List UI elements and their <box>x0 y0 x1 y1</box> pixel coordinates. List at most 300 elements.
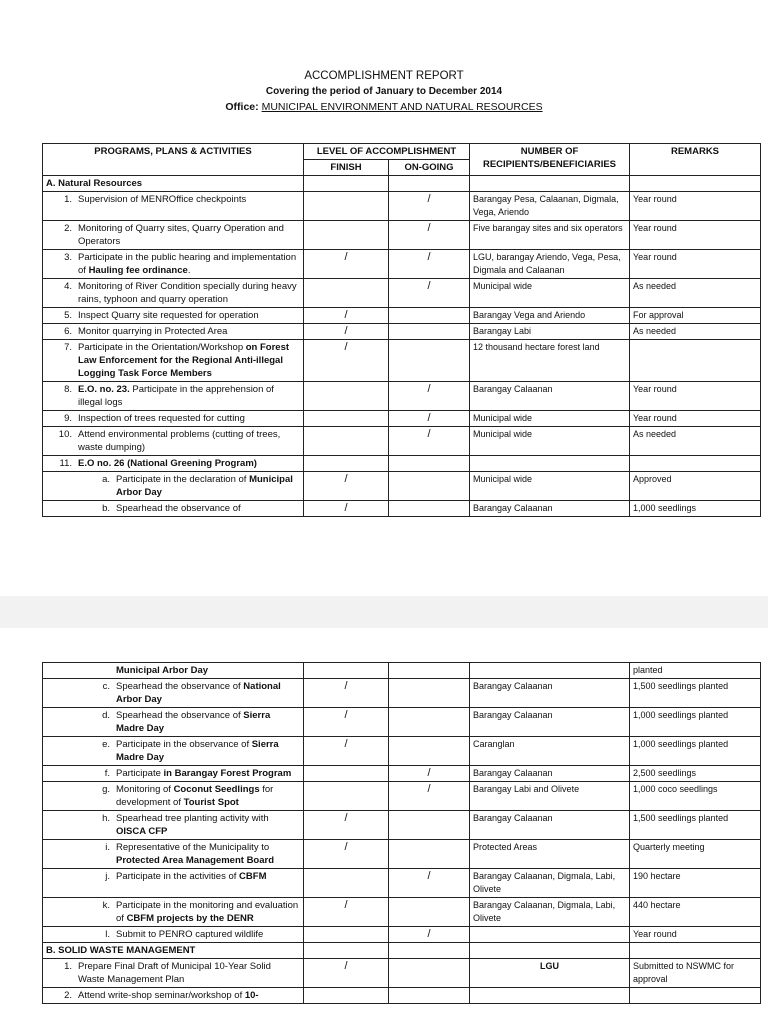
activity-text-plain: Inspection of trees requested for cutting <box>78 413 245 424</box>
activity-item <box>46 428 300 454</box>
activity-item <box>46 899 300 925</box>
activity-text-plain: Supervision of MENROffice checkpoints <box>78 194 247 205</box>
activity-cell <box>43 840 304 869</box>
finish-mark <box>304 782 389 811</box>
item-number: 8. <box>64 384 72 395</box>
recipients-cell <box>470 927 630 943</box>
table-row <box>43 501 761 517</box>
recipients-cell: Barangay Calaanan, Digmala, Labi, Olivete <box>470 898 630 927</box>
ongoing-mark <box>389 708 470 737</box>
recipients-cell: Barangay Calaanan <box>470 382 630 411</box>
activity-text <box>78 193 300 206</box>
finish-mark <box>304 382 389 411</box>
finish-mark: / <box>304 472 389 501</box>
recipients-cell: Barangay Labi and Olivete <box>470 782 630 811</box>
remarks-cell: Year round <box>630 411 761 427</box>
activity-text-plain: Spearhead the observance of <box>116 681 244 692</box>
ongoing-mark <box>389 737 470 766</box>
table-row <box>43 382 761 411</box>
table-row <box>43 840 761 869</box>
col-header-level: LEVEL OF ACCOMPLISHMENT <box>304 144 470 160</box>
col-header-programs: PROGRAMS, PLANS & ACTIVITIES <box>43 144 304 176</box>
activity-item <box>46 473 300 499</box>
table-row <box>43 411 761 427</box>
ongoing-mark: / <box>389 382 470 411</box>
finish-mark <box>304 411 389 427</box>
recipients-cell: LGU <box>470 959 630 988</box>
item-number: 11. <box>59 458 72 469</box>
activity-text-bold: E.O. no. 23. <box>78 384 130 395</box>
ongoing-mark: / <box>389 766 470 782</box>
finish-mark <box>304 192 389 221</box>
item-number: j. <box>105 871 110 882</box>
recipients-cell: Barangay Vega and Ariendo <box>470 308 630 324</box>
item-number: 1. <box>64 194 72 205</box>
empty-cell <box>630 456 761 472</box>
col-header-remarks: REMARKS <box>630 144 761 176</box>
activity-cell <box>43 192 304 221</box>
activity-cell <box>43 340 304 382</box>
activity-text-bold: National Arbor Day <box>116 681 281 705</box>
activity-item <box>46 738 300 764</box>
remarks-cell: 1,500 seedlings planted <box>630 811 761 840</box>
finish-mark: / <box>304 308 389 324</box>
recipients-cell: Barangay Pesa, Calaanan, Digmala, Vega, Ariendo <box>470 192 630 221</box>
ongoing-mark: / <box>389 221 470 250</box>
activity-cell <box>43 501 304 517</box>
empty-cell <box>470 456 630 472</box>
recipients-cell: LGU, barangay Ariendo, Vega, Pesa, Digmala and Calaanan <box>470 250 630 279</box>
activity-item <box>46 251 300 277</box>
accomplishment-table-page-2 <box>42 662 761 1004</box>
recipients-cell <box>470 988 630 1004</box>
ongoing-mark <box>389 898 470 927</box>
empty-cell <box>304 943 389 959</box>
col-header-finish: FINISH <box>304 160 389 176</box>
activity-cell <box>43 782 304 811</box>
col-header-recipients: NUMBER OF RECIPIENTS/BENEFICIARIES <box>470 144 630 176</box>
activity-item <box>46 783 300 809</box>
activity-text <box>116 767 300 780</box>
remarks-cell: 190 hectare <box>630 869 761 898</box>
remarks-cell: Year round <box>630 221 761 250</box>
activity-text-after: for development of <box>116 784 274 808</box>
report-page-2 <box>0 628 768 1024</box>
table-row <box>43 663 761 679</box>
item-number: 3. <box>64 252 72 263</box>
finish-mark: / <box>304 340 389 382</box>
activity-text-bold: Sierra Madre Day <box>116 710 271 734</box>
remarks-cell: As needed <box>630 427 761 456</box>
finish-mark: / <box>304 840 389 869</box>
activity-cell <box>43 811 304 840</box>
finish-mark: / <box>304 324 389 340</box>
activity-text <box>116 899 300 925</box>
table-row <box>43 279 761 308</box>
activity-text <box>78 960 300 986</box>
accomplishment-table-page-1 <box>42 143 761 517</box>
ongoing-mark: / <box>389 869 470 898</box>
recipients-cell: Municipal wide <box>470 427 630 456</box>
empty-cell <box>470 943 630 959</box>
activity-text-plain: Participate in the public hearing and implementation of <box>78 252 297 276</box>
item-number: 6. <box>64 326 72 337</box>
table-row <box>43 869 761 898</box>
activity-text-bold: Coconut Seedlings <box>173 784 260 795</box>
activity-text <box>78 412 300 425</box>
activity-text <box>116 473 300 499</box>
activity-item <box>46 680 300 706</box>
activity-text-plain: Representative of the Municipality to <box>116 842 270 853</box>
finish-mark <box>304 221 389 250</box>
activity-text-after: . <box>187 265 191 276</box>
activity-text-bold: Municipal Arbor Day <box>116 474 293 498</box>
item-number <box>46 664 116 677</box>
activity-cell <box>43 456 304 472</box>
activity-cell <box>43 221 304 250</box>
finish-mark <box>304 663 389 679</box>
item-number: 10. <box>58 429 72 440</box>
ongoing-mark <box>389 340 470 382</box>
activity-cell <box>43 411 304 427</box>
finish-mark <box>304 427 389 456</box>
activity-text-bold: Municipal Arbor Day <box>116 665 209 676</box>
finish-mark <box>304 869 389 898</box>
recipients-cell: Barangay Labi <box>470 324 630 340</box>
activity-text-bold: CBFM <box>239 871 267 882</box>
recipients-cell: Barangay Calaanan <box>470 766 630 782</box>
activity-text-plain: Prepare Final Draft of Municipal 10-Year Solid Waste Management Plan <box>78 961 271 985</box>
activity-text-plain: Participate in the monitoring and evaluation of <box>116 900 299 924</box>
item-number: b. <box>102 503 110 514</box>
ongoing-mark <box>389 308 470 324</box>
activity-item <box>46 664 300 677</box>
item-number: 1. <box>64 961 72 972</box>
activity-text <box>116 841 300 867</box>
activity-cell <box>43 708 304 737</box>
ongoing-mark <box>389 840 470 869</box>
activity-text <box>78 251 300 277</box>
table-row <box>43 959 761 988</box>
table-row <box>43 811 761 840</box>
activity-item <box>46 928 300 941</box>
item-number: 2. <box>64 990 72 1001</box>
activity-cell <box>43 959 304 988</box>
empty-cell <box>389 176 470 192</box>
activity-item <box>46 309 300 322</box>
activity-cell <box>43 382 304 411</box>
empty-cell <box>304 176 389 192</box>
item-number: k. <box>102 900 110 911</box>
finish-mark <box>304 279 389 308</box>
table-row <box>43 221 761 250</box>
activity-item <box>46 341 300 380</box>
table-row <box>43 472 761 501</box>
finish-mark: / <box>304 679 389 708</box>
table-row <box>43 927 761 943</box>
activity-item <box>46 709 300 735</box>
remarks-cell: Year round <box>630 382 761 411</box>
activity-text-bold: in Barangay Forest Program <box>163 768 292 779</box>
activity-cell <box>43 427 304 456</box>
activity-text-plain: Inspect Quarry site requested for operation <box>78 310 259 321</box>
activity-text <box>116 664 300 677</box>
activity-cell <box>43 308 304 324</box>
finish-mark <box>304 766 389 782</box>
activity-item <box>46 325 300 338</box>
activity-text-bold: CBFM projects by the DENR <box>126 913 254 924</box>
activity-cell <box>43 766 304 782</box>
activity-cell <box>43 324 304 340</box>
section-heading: A. Natural Resources <box>43 176 304 192</box>
table-row <box>43 427 761 456</box>
activity-item <box>46 812 300 838</box>
remarks-cell <box>630 340 761 382</box>
remarks-cell: Quarterly meeting <box>630 840 761 869</box>
activity-text-plain: Spearhead the observance of <box>116 503 241 514</box>
ongoing-mark: / <box>389 411 470 427</box>
remarks-cell: 2,500 seedlings <box>630 766 761 782</box>
activity-cell <box>43 737 304 766</box>
table-row <box>43 943 761 959</box>
activity-item <box>46 502 300 515</box>
table-row <box>43 782 761 811</box>
finish-mark: / <box>304 811 389 840</box>
table-row <box>43 679 761 708</box>
remarks-cell: Year round <box>630 250 761 279</box>
finish-mark: / <box>304 959 389 988</box>
activity-text-bold: 10- <box>244 990 259 1001</box>
item-number: l. <box>105 929 110 940</box>
recipients-cell: Barangay Calaanan <box>470 708 630 737</box>
finish-mark: / <box>304 501 389 517</box>
activity-text <box>116 738 300 764</box>
finish-mark: / <box>304 250 389 279</box>
remarks-cell <box>630 988 761 1004</box>
activity-text <box>78 457 300 470</box>
activity-cell <box>43 988 304 1004</box>
activity-text-plain: E.O no. 26 (National Greening Program) <box>78 458 257 469</box>
activity-cell <box>43 679 304 708</box>
activity-text-plain: Monitoring of River Condition specially during heavy rains, typhoon and quarry operation <box>78 281 297 305</box>
empty-cell <box>389 943 470 959</box>
activity-text-plain: Participate in the declaration of <box>116 474 250 485</box>
recipients-cell: Municipal wide <box>470 279 630 308</box>
ongoing-mark <box>389 988 470 1004</box>
item-number: c. <box>102 681 110 692</box>
activity-item <box>46 457 300 470</box>
table-row <box>43 898 761 927</box>
empty-cell <box>630 943 761 959</box>
activity-text <box>78 309 300 322</box>
table-row <box>43 192 761 221</box>
ongoing-mark: / <box>389 782 470 811</box>
ongoing-mark <box>389 472 470 501</box>
remarks-cell: 1,500 seedlings planted <box>630 679 761 708</box>
table-row <box>43 176 761 192</box>
remarks-cell: As needed <box>630 324 761 340</box>
remarks-cell: For approval <box>630 308 761 324</box>
empty-cell <box>630 176 761 192</box>
activity-text-plain: Participate <box>116 768 164 779</box>
item-number: g. <box>102 784 110 795</box>
office-label: Office: <box>225 101 259 113</box>
activity-text-plain: Attend environmental problems (cutting of trees, waste dumping) <box>78 429 281 453</box>
ongoing-mark: / <box>389 927 470 943</box>
remarks-cell: 1,000 seedlings planted <box>630 737 761 766</box>
empty-cell <box>389 456 470 472</box>
activity-cell <box>43 927 304 943</box>
item-number: 4. <box>64 281 72 292</box>
activity-item <box>46 989 300 1002</box>
remarks-cell: Submitted to NSWMC for approval <box>630 959 761 988</box>
activity-text <box>116 812 300 838</box>
recipients-cell: Protected Areas <box>470 840 630 869</box>
recipients-cell: Barangay Calaanan <box>470 679 630 708</box>
table-row <box>43 988 761 1004</box>
ongoing-mark: / <box>389 427 470 456</box>
office-name: MUNICIPAL ENVIRONMENT AND NATURAL RESOURCES <box>261 101 543 113</box>
remarks-cell: planted <box>630 663 761 679</box>
remarks-cell: 1,000 seedlings planted <box>630 708 761 737</box>
table-row <box>43 324 761 340</box>
col-header-ongoing: ON-GOING <box>389 160 470 176</box>
activity-text <box>116 502 300 515</box>
activity-item <box>46 841 300 867</box>
activity-text-plain: Submit to PENRO captured wildlife <box>116 929 264 940</box>
ongoing-mark <box>389 663 470 679</box>
finish-mark: / <box>304 898 389 927</box>
activity-text-bold-2: Tourist Spot <box>183 797 239 808</box>
activity-text-bold: Sierra Madre Day <box>116 739 279 763</box>
report-period: Covering the period of January to December 2014 <box>265 86 503 97</box>
activity-cell <box>43 472 304 501</box>
activity-cell <box>43 869 304 898</box>
item-number: 9. <box>64 413 72 424</box>
section-heading: B. SOLID WASTE MANAGEMENT <box>43 943 304 959</box>
table-row <box>43 340 761 382</box>
item-number: f. <box>104 768 110 779</box>
activity-cell <box>43 663 304 679</box>
activity-text-plain: Spearhead tree planting activity with <box>116 813 269 824</box>
recipients-cell: Municipal wide <box>470 472 630 501</box>
remarks-cell: 440 hectare <box>630 898 761 927</box>
activity-text <box>116 928 300 941</box>
ongoing-mark <box>389 324 470 340</box>
activity-item <box>46 960 300 986</box>
remarks-cell: As needed <box>630 279 761 308</box>
ongoing-mark <box>389 811 470 840</box>
activity-cell <box>43 279 304 308</box>
activity-cell <box>43 250 304 279</box>
ongoing-mark <box>389 679 470 708</box>
table-row <box>43 737 761 766</box>
activity-item <box>46 767 300 780</box>
recipients-cell: Caranglan <box>470 737 630 766</box>
item-number: h. <box>102 813 110 824</box>
recipients-cell: Barangay Calaanan <box>470 501 630 517</box>
activity-text-plain: Attend write-shop seminar/workshop of <box>78 990 245 1001</box>
activity-text-bold: OISCA CFP <box>116 826 168 837</box>
activity-text-plain: Monitoring of Quarry sites, Quarry Operation and Operators <box>78 223 284 247</box>
finish-mark: / <box>304 708 389 737</box>
ongoing-mark: / <box>389 250 470 279</box>
remarks-cell: Year round <box>630 927 761 943</box>
activity-text-plain: Participate in the observance of <box>116 739 252 750</box>
recipients-cell: Five barangay sites and six operators <box>470 221 630 250</box>
report-title: ACCOMPLISHMENT REPORT <box>304 70 464 82</box>
recipients-cell: Barangay Calaanan, Digmala, Labi, Olivete <box>470 869 630 898</box>
recipients-cell: 12 thousand hectare forest land <box>470 340 630 382</box>
item-number: e. <box>102 739 110 750</box>
item-number: 7. <box>64 342 72 353</box>
report-office <box>0 101 768 113</box>
activity-text-bold: Protected Area Management Board <box>116 855 275 866</box>
ongoing-mark <box>389 959 470 988</box>
activity-text <box>78 222 300 248</box>
remarks-cell: 1,000 coco seedlings <box>630 782 761 811</box>
ongoing-mark: / <box>389 279 470 308</box>
item-number: 5. <box>64 310 72 321</box>
table-row <box>43 250 761 279</box>
activity-text-after: Participate in the apprehension of illegal logs <box>78 384 274 408</box>
ongoing-mark <box>389 501 470 517</box>
activity-text-plain: Monitoring of <box>116 784 174 795</box>
empty-cell <box>470 176 630 192</box>
activity-text-plain: Spearhead the observance of <box>116 710 244 721</box>
finish-mark <box>304 927 389 943</box>
activity-cell <box>43 898 304 927</box>
remarks-cell: Approved <box>630 472 761 501</box>
table-row <box>43 708 761 737</box>
activity-text-bold: on Forest Law Enforcement for the Regional Anti-illegal Logging Task Force Members <box>78 342 290 379</box>
activity-item <box>46 870 300 883</box>
activity-text-plain: Monitor quarrying in Protected Area <box>78 326 228 337</box>
empty-cell <box>304 456 389 472</box>
activity-item <box>46 280 300 306</box>
activity-text <box>78 325 300 338</box>
item-number: i. <box>105 842 110 853</box>
recipients-cell: Barangay Calaanan <box>470 811 630 840</box>
activity-text <box>116 783 300 809</box>
activity-text-plain: Participate in the activities of <box>116 871 240 882</box>
activity-item <box>46 193 300 206</box>
activity-text-bold: Hauling fee ordinance <box>88 265 188 276</box>
activity-text <box>116 680 300 706</box>
table-row <box>43 456 761 472</box>
activity-text <box>78 341 300 380</box>
activity-item <box>46 412 300 425</box>
item-number: d. <box>102 710 110 721</box>
table-row <box>43 766 761 782</box>
recipients-cell <box>470 663 630 679</box>
activity-item <box>46 222 300 248</box>
remarks-cell: 1,000 seedlings <box>630 501 761 517</box>
activity-item <box>46 383 300 409</box>
activity-text <box>78 280 300 306</box>
item-number: a. <box>102 474 110 485</box>
finish-mark: / <box>304 737 389 766</box>
activity-text <box>116 870 300 883</box>
item-number: 2. <box>64 223 72 234</box>
recipients-cell: Municipal wide <box>470 411 630 427</box>
table-row <box>43 308 761 324</box>
finish-mark <box>304 988 389 1004</box>
ongoing-mark: / <box>389 192 470 221</box>
activity-text <box>78 383 300 409</box>
activity-text-plain: Participate in the Orientation/Workshop <box>78 342 246 353</box>
activity-text <box>78 428 300 454</box>
